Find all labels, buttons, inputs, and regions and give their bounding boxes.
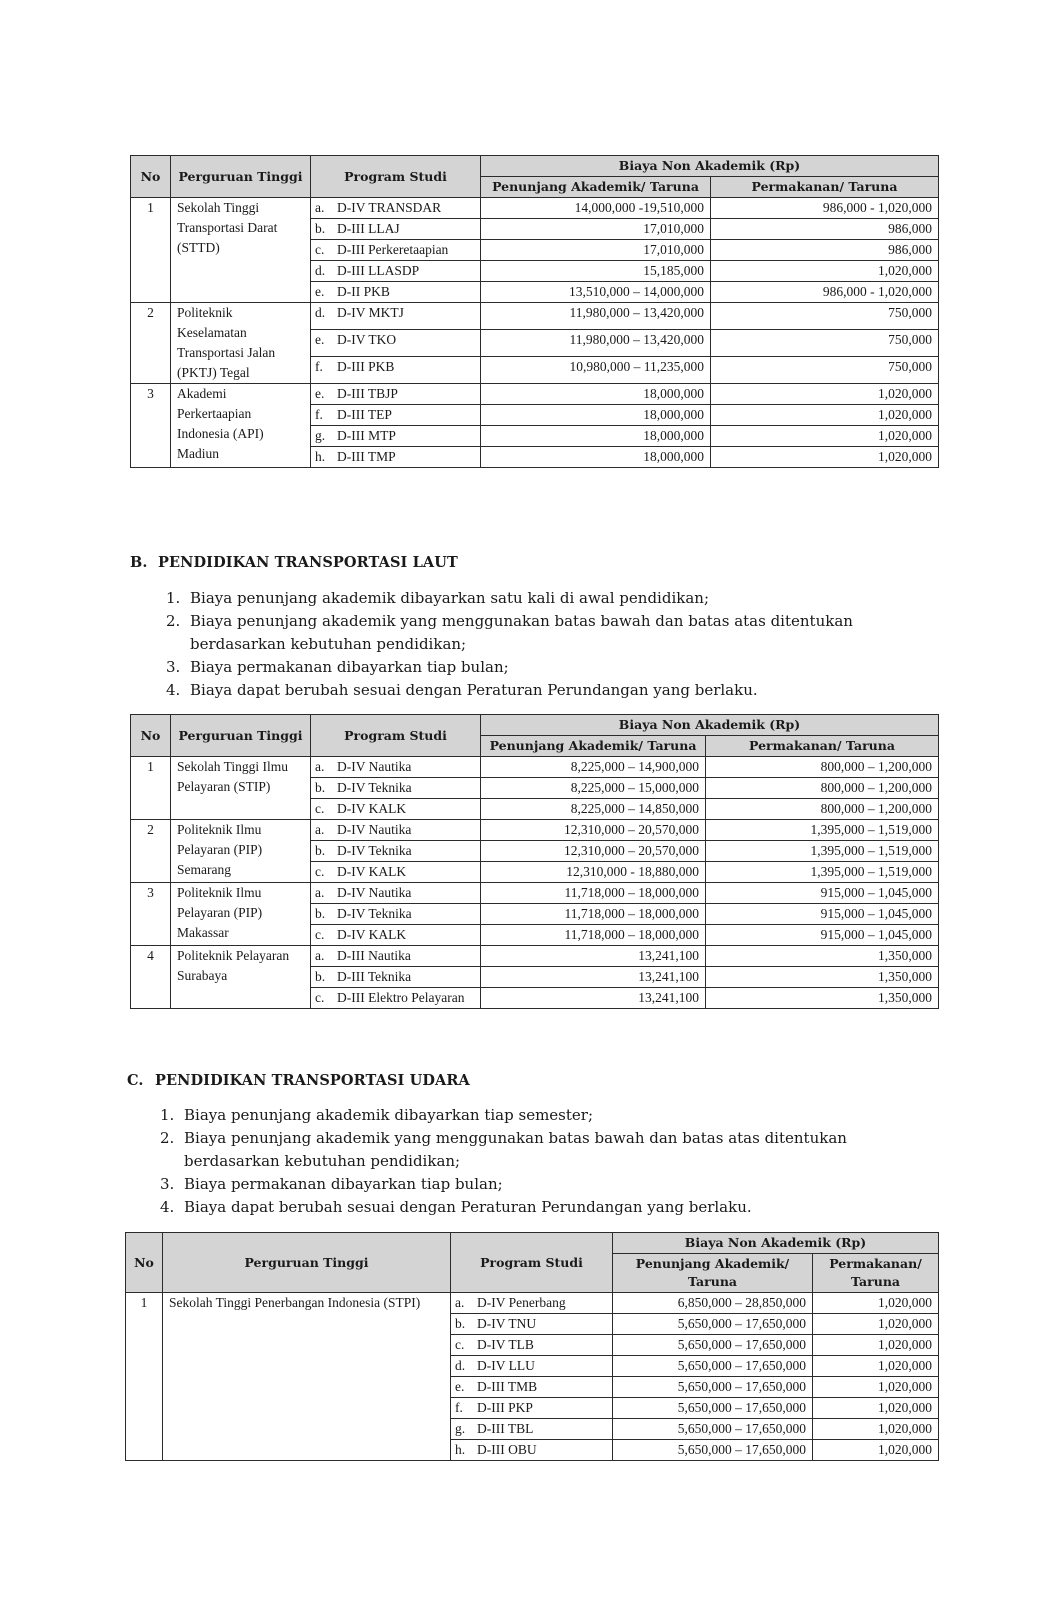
institution-name: Sekolah Tinggi Transportasi Darat (STTD) — [171, 198, 311, 303]
program-studi-cell — [311, 384, 481, 405]
program-letter: a. — [315, 885, 325, 900]
program-studi-cell — [311, 799, 481, 820]
program-name: D-IV TRANSDAR — [337, 200, 442, 215]
row-number: 3 — [131, 883, 171, 946]
program-studi — [315, 946, 476, 966]
permakanan-value: 1,020,000 — [711, 384, 939, 405]
program-letter: e. — [315, 386, 325, 401]
header-penunjang: Penunjang Akademik/ Taruna — [481, 177, 711, 198]
section-heading-udara — [127, 1072, 470, 1089]
penunjang-value: 18,000,000 — [481, 426, 711, 447]
program-name: D-IV Teknika — [337, 780, 412, 795]
header-program-studi: Program Studi — [311, 715, 481, 757]
permakanan-value: 1,020,000 — [711, 426, 939, 447]
penunjang-value: 8,225,000 – 14,900,000 — [481, 757, 706, 778]
permakanan-value: 1,350,000 — [706, 967, 939, 988]
penunjang-value: 5,650,000 – 17,650,000 — [613, 1440, 813, 1461]
program-studi-cell — [451, 1377, 613, 1398]
program-letter: a. — [455, 1295, 465, 1310]
note-text: Biaya permakanan dibayarkan tiap bulan; — [184, 1175, 503, 1193]
penunjang-value: 18,000,000 — [481, 447, 711, 468]
program-name: D-III TBJP — [337, 386, 398, 401]
program-name: D-IV Nautika — [337, 759, 412, 774]
program-letter: c. — [315, 864, 325, 879]
program-studi — [455, 1356, 608, 1376]
penunjang-value: 11,980,000 – 13,420,000 — [481, 303, 711, 330]
program-name: D-III Perkeretaapian — [337, 242, 449, 257]
program-name: D-IV KALK — [337, 927, 407, 942]
note-text: Biaya penunjang akademik yang menggunakan batas bawah dan batas atas ditentukan berdasarkan kebutuhan pendidikan; — [190, 612, 853, 653]
program-studi-cell — [311, 447, 481, 468]
program-name: D-IV Teknika — [337, 843, 412, 858]
program-studi-cell — [451, 1419, 613, 1440]
note-item — [160, 1196, 936, 1219]
program-studi-cell — [311, 883, 481, 904]
permakanan-value: 1,020,000 — [711, 447, 939, 468]
notes-list-udara — [160, 1104, 936, 1219]
header-perguruan-tinggi: Perguruan Tinggi — [171, 156, 311, 198]
program-name: D-III PKB — [337, 359, 395, 374]
program-name: D-IV Teknika — [337, 906, 412, 921]
note-text: Biaya dapat berubah sesuai dengan Peraturan Perundangan yang berlaku. — [184, 1198, 752, 1216]
program-name: D-II PKB — [337, 284, 390, 299]
program-studi-cell — [311, 426, 481, 447]
section-title: PENDIDIKAN TRANSPORTASI LAUT — [158, 554, 458, 571]
header-penunjang: Penunjang Akademik/ Taruna — [613, 1254, 813, 1293]
table-row — [131, 198, 939, 219]
penunjang-value: 13,241,100 — [481, 946, 706, 967]
note-number: 2. — [160, 1129, 175, 1147]
fee-table-udara — [125, 1232, 939, 1461]
program-studi-cell — [311, 820, 481, 841]
program-name: D-IV LLU — [477, 1358, 535, 1373]
permakanan-value: 986,000 — [711, 219, 939, 240]
header-biaya-non-akademik: Biaya Non Akademik (Rp) — [481, 156, 939, 177]
note-item — [166, 587, 936, 610]
program-studi — [315, 904, 476, 924]
program-studi-cell — [311, 198, 481, 219]
program-letter: b. — [315, 221, 326, 236]
program-studi — [315, 357, 476, 377]
table-row — [126, 1293, 939, 1314]
program-studi-cell — [311, 330, 481, 357]
note-number: 4. — [160, 1198, 175, 1216]
program-studi-cell — [451, 1398, 613, 1419]
permakanan-value: 1,020,000 — [813, 1377, 939, 1398]
program-studi — [315, 967, 476, 987]
note-number: 3. — [166, 658, 181, 676]
notes-list-laut — [166, 587, 936, 702]
permakanan-value: 1,020,000 — [813, 1314, 939, 1335]
program-studi — [455, 1314, 608, 1334]
program-studi — [455, 1398, 608, 1418]
program-letter: c. — [315, 242, 325, 257]
penunjang-value: 5,650,000 – 17,650,000 — [613, 1356, 813, 1377]
program-studi — [315, 219, 476, 239]
table-row — [131, 946, 939, 967]
permakanan-value: 1,020,000 — [711, 405, 939, 426]
program-studi — [315, 426, 476, 446]
permakanan-value: 986,000 - 1,020,000 — [711, 198, 939, 219]
program-studi-cell — [451, 1314, 613, 1335]
program-studi — [315, 883, 476, 903]
program-letter: a. — [315, 822, 325, 837]
program-name: D-III LLAJ — [337, 221, 400, 236]
section-letter: C. — [127, 1072, 144, 1089]
program-letter: d. — [455, 1358, 466, 1373]
program-letter: c. — [315, 927, 325, 942]
note-item — [160, 1173, 936, 1196]
program-name: D-III TMB — [477, 1379, 538, 1394]
permakanan-value: 1,350,000 — [706, 946, 939, 967]
header-no: No — [126, 1233, 163, 1293]
program-studi-cell — [311, 282, 481, 303]
program-studi — [315, 988, 476, 1008]
permakanan-value: 915,000 – 1,045,000 — [706, 925, 939, 946]
section-letter: B. — [130, 554, 148, 571]
program-name: D-IV TKO — [337, 332, 397, 347]
penunjang-value: 11,718,000 – 18,000,000 — [481, 883, 706, 904]
penunjang-value: 11,718,000 – 18,000,000 — [481, 925, 706, 946]
program-name: D-III PKP — [477, 1400, 533, 1415]
program-studi-cell — [451, 1440, 613, 1461]
program-studi-cell — [311, 261, 481, 282]
permakanan-value: 750,000 — [711, 303, 939, 330]
program-letter: d. — [315, 305, 326, 320]
penunjang-value: 13,510,000 – 14,000,000 — [481, 282, 711, 303]
penunjang-value: 18,000,000 — [481, 384, 711, 405]
note-text: Biaya penunjang akademik yang menggunakan batas bawah dan batas atas ditentukan berdasarkan kebutuhan pendidikan; — [184, 1129, 847, 1170]
table-row — [131, 303, 939, 330]
penunjang-value: 5,650,000 – 17,650,000 — [613, 1335, 813, 1356]
program-studi-cell — [311, 946, 481, 967]
permakanan-value: 986,000 — [711, 240, 939, 261]
table-row — [131, 820, 939, 841]
program-studi-cell — [311, 778, 481, 799]
program-studi-cell — [311, 988, 481, 1009]
header-permakanan: Permakanan/ Taruna — [706, 736, 939, 757]
header-biaya-non-akademik: Biaya Non Akademik (Rp) — [481, 715, 939, 736]
program-studi-cell — [311, 757, 481, 778]
row-number: 1 — [131, 198, 171, 303]
program-studi-cell — [311, 925, 481, 946]
penunjang-value: 8,225,000 – 15,000,000 — [481, 778, 706, 799]
table-row — [131, 883, 939, 904]
header-permakanan: Permakanan/ Taruna — [813, 1254, 939, 1293]
program-name: D-IV KALK — [337, 864, 407, 879]
permakanan-value: 1,395,000 – 1,519,000 — [706, 862, 939, 883]
penunjang-value: 12,310,000 - 18,880,000 — [481, 862, 706, 883]
header-biaya-non-akademik: Biaya Non Akademik (Rp) — [613, 1233, 939, 1254]
permakanan-value: 800,000 – 1,200,000 — [706, 799, 939, 820]
program-name: D-III TEP — [337, 407, 392, 422]
institution-name: Politeknik Ilmu Pelayaran (PIP) Semarang — [171, 820, 311, 883]
program-studi-cell — [451, 1335, 613, 1356]
permakanan-value: 1,020,000 — [813, 1419, 939, 1440]
penunjang-value: 11,980,000 – 13,420,000 — [481, 330, 711, 357]
program-studi — [315, 303, 476, 323]
institution-name: Akademi Perkertaapian Indonesia (API) Madiun — [171, 384, 311, 468]
penunjang-value: 10,980,000 – 11,235,000 — [481, 357, 711, 384]
penunjang-value: 17,010,000 — [481, 240, 711, 261]
penunjang-value: 12,310,000 – 20,570,000 — [481, 820, 706, 841]
program-studi — [315, 282, 476, 302]
program-name: D-III TBL — [477, 1421, 534, 1436]
row-number: 2 — [131, 303, 171, 384]
program-letter: e. — [315, 332, 325, 347]
program-name: D-III Elektro Pelayaran — [337, 990, 465, 1005]
program-letter: g. — [315, 428, 326, 443]
program-studi-cell — [311, 967, 481, 988]
program-letter: e. — [315, 284, 325, 299]
header-no: No — [131, 156, 171, 198]
permakanan-value: 1,020,000 — [813, 1440, 939, 1461]
header-no: No — [131, 715, 171, 757]
penunjang-value: 14,000,000 -19,510,000 — [481, 198, 711, 219]
program-name: D-IV Penerbang — [477, 1295, 566, 1310]
header-permakanan: Permakanan/ Taruna — [711, 177, 939, 198]
program-studi — [315, 405, 476, 425]
program-letter: c. — [315, 801, 325, 816]
program-letter: b. — [315, 906, 326, 921]
penunjang-value: 5,650,000 – 17,650,000 — [613, 1314, 813, 1335]
program-studi — [315, 799, 476, 819]
penunjang-value: 13,241,100 — [481, 967, 706, 988]
fee-table-laut — [130, 714, 939, 1009]
note-text: Biaya penunjang akademik dibayarkan tiap semester; — [184, 1106, 593, 1124]
program-studi — [455, 1377, 608, 1397]
penunjang-value: 17,010,000 — [481, 219, 711, 240]
permakanan-value: 1,020,000 — [711, 261, 939, 282]
permakanan-value: 1,020,000 — [813, 1335, 939, 1356]
program-letter: d. — [315, 263, 326, 278]
program-studi — [315, 757, 476, 777]
program-letter: h. — [455, 1442, 466, 1457]
program-studi-cell — [311, 219, 481, 240]
program-letter: e. — [455, 1379, 465, 1394]
permakanan-value: 750,000 — [711, 330, 939, 357]
program-name: D-IV TNU — [477, 1316, 537, 1331]
note-number: 1. — [166, 589, 181, 607]
permakanan-value: 800,000 – 1,200,000 — [706, 757, 939, 778]
penunjang-value: 5,650,000 – 17,650,000 — [613, 1398, 813, 1419]
program-letter: c. — [315, 990, 325, 1005]
program-letter: b. — [315, 969, 326, 984]
program-name: D-III OBU — [477, 1442, 537, 1457]
program-letter: b. — [315, 843, 326, 858]
note-item — [166, 610, 936, 656]
program-studi — [315, 240, 476, 260]
program-studi-cell — [311, 841, 481, 862]
permakanan-value: 1,395,000 – 1,519,000 — [706, 841, 939, 862]
header-penunjang: Penunjang Akademik/ Taruna — [481, 736, 706, 757]
note-number: 2. — [166, 612, 181, 630]
note-item — [160, 1127, 936, 1173]
program-studi — [455, 1335, 608, 1355]
permakanan-value: 1,395,000 – 1,519,000 — [706, 820, 939, 841]
program-name: D-III TMP — [337, 449, 396, 464]
row-number: 2 — [131, 820, 171, 883]
program-studi-cell — [311, 405, 481, 426]
note-number: 3. — [160, 1175, 175, 1193]
program-letter: b. — [315, 780, 326, 795]
row-number: 1 — [131, 757, 171, 820]
penunjang-value: 18,000,000 — [481, 405, 711, 426]
note-number: 1. — [160, 1106, 175, 1124]
permakanan-value: 915,000 – 1,045,000 — [706, 904, 939, 925]
note-item — [160, 1104, 936, 1127]
program-studi — [455, 1440, 608, 1460]
row-number: 1 — [126, 1293, 163, 1461]
program-studi-cell — [311, 904, 481, 925]
permakanan-value: 800,000 – 1,200,000 — [706, 778, 939, 799]
header-perguruan-tinggi: Perguruan Tinggi — [163, 1233, 451, 1293]
section-title: PENDIDIKAN TRANSPORTASI UDARA — [155, 1072, 470, 1089]
note-number: 4. — [166, 681, 181, 699]
program-studi — [315, 330, 476, 350]
program-letter: g. — [455, 1421, 466, 1436]
program-name: D-III LLASDP — [337, 263, 420, 278]
program-name: D-IV TLB — [477, 1337, 534, 1352]
program-letter: a. — [315, 759, 325, 774]
row-number: 4 — [131, 946, 171, 1009]
program-name: D-IV KALK — [337, 801, 407, 816]
institution-name: Sekolah Tinggi Penerbangan Indonesia (STPI) — [163, 1293, 451, 1461]
program-studi-cell — [311, 240, 481, 261]
program-studi — [315, 778, 476, 798]
program-studi — [315, 925, 476, 945]
program-name: D-III MTP — [337, 428, 396, 443]
penunjang-value: 15,185,000 — [481, 261, 711, 282]
note-item — [166, 656, 936, 679]
program-studi — [315, 261, 476, 281]
program-letter: c. — [455, 1337, 465, 1352]
permakanan-value: 750,000 — [711, 357, 939, 384]
fee-table-darat — [130, 155, 939, 468]
penunjang-value: 13,241,100 — [481, 988, 706, 1009]
program-studi — [315, 447, 476, 467]
header-perguruan-tinggi: Perguruan Tinggi — [171, 715, 311, 757]
program-studi-cell — [311, 303, 481, 330]
program-studi — [315, 820, 476, 840]
program-studi — [455, 1293, 608, 1313]
institution-name: Politeknik Pelayaran Surabaya — [171, 946, 311, 1009]
note-text: Biaya dapat berubah sesuai dengan Peraturan Perundangan yang berlaku. — [190, 681, 758, 699]
permakanan-value: 1,020,000 — [813, 1398, 939, 1419]
program-letter: f. — [455, 1400, 463, 1415]
program-studi-cell — [451, 1293, 613, 1314]
program-studi-cell — [311, 862, 481, 883]
permakanan-value: 915,000 – 1,045,000 — [706, 883, 939, 904]
note-item — [166, 679, 936, 702]
permakanan-value: 1,020,000 — [813, 1356, 939, 1377]
program-letter: b. — [455, 1316, 466, 1331]
permakanan-value: 1,020,000 — [813, 1293, 939, 1314]
table-row — [131, 384, 939, 405]
header-program-studi: Program Studi — [311, 156, 481, 198]
program-studi-cell — [451, 1356, 613, 1377]
note-text: Biaya penunjang akademik dibayarkan satu kali di awal pendidikan; — [190, 589, 709, 607]
program-studi-cell — [311, 357, 481, 384]
program-letter: a. — [315, 200, 325, 215]
program-letter: h. — [315, 449, 326, 464]
program-studi — [315, 384, 476, 404]
penunjang-value: 11,718,000 – 18,000,000 — [481, 904, 706, 925]
penunjang-value: 5,650,000 – 17,650,000 — [613, 1419, 813, 1440]
penunjang-value: 12,310,000 – 20,570,000 — [481, 841, 706, 862]
institution-name: Politeknik Ilmu Pelayaran (PIP) Makassar — [171, 883, 311, 946]
penunjang-value: 8,225,000 – 14,850,000 — [481, 799, 706, 820]
table-row — [131, 757, 939, 778]
section-heading-laut — [130, 554, 458, 571]
row-number: 3 — [131, 384, 171, 468]
program-name: D-IV Nautika — [337, 822, 412, 837]
program-letter: f. — [315, 407, 323, 422]
note-text: Biaya permakanan dibayarkan tiap bulan; — [190, 658, 509, 676]
program-studi — [315, 862, 476, 882]
program-letter: f. — [315, 359, 323, 374]
program-name: D-IV MKTJ — [337, 305, 404, 320]
penunjang-value: 5,650,000 – 17,650,000 — [613, 1377, 813, 1398]
permakanan-value: 1,350,000 — [706, 988, 939, 1009]
penunjang-value: 6,850,000 – 28,850,000 — [613, 1293, 813, 1314]
program-studi — [315, 841, 476, 861]
institution-name: Politeknik Keselamatan Transportasi Jalan (PKTJ) Tegal — [171, 303, 311, 384]
header-program-studi: Program Studi — [451, 1233, 613, 1293]
program-letter: a. — [315, 948, 325, 963]
program-studi — [315, 198, 476, 218]
program-studi — [455, 1419, 608, 1439]
program-name: D-III Nautika — [337, 948, 411, 963]
permakanan-value: 986,000 - 1,020,000 — [711, 282, 939, 303]
institution-name: Sekolah Tinggi Ilmu Pelayaran (STIP) — [171, 757, 311, 820]
program-name: D-IV Nautika — [337, 885, 412, 900]
program-name: D-III Teknika — [337, 969, 412, 984]
